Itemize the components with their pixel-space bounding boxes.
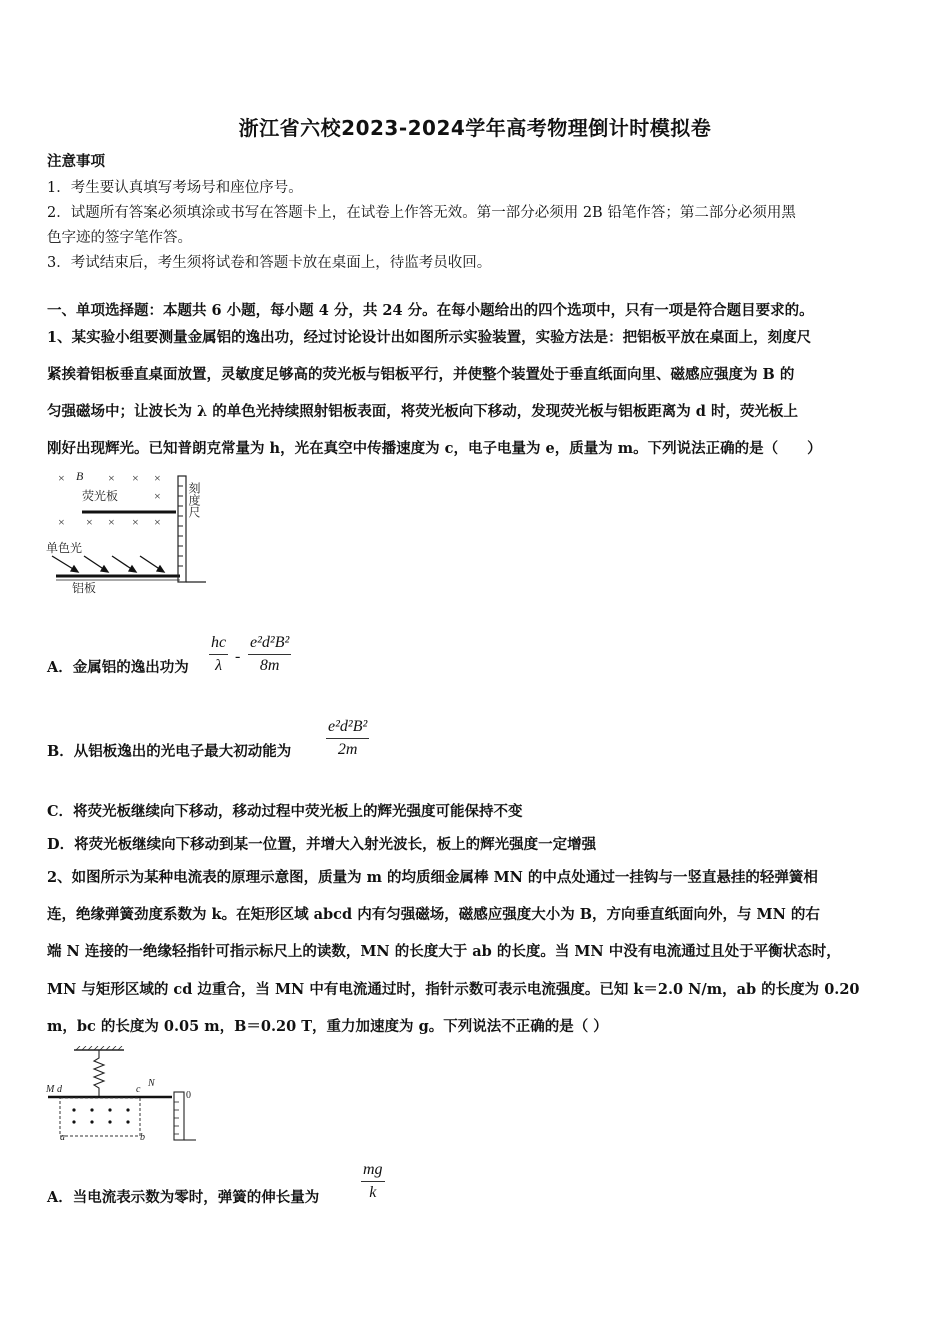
q2-option-a-numerator: mg <box>361 1161 385 1182</box>
q1-option-a-denominator-2: 8m <box>259 657 280 674</box>
question-2-line-2: 连，绝缘弹簧劲度系数为 k。在矩形区域 abcd 内有匀强磁场，磁感应强度大小为 B，方向垂直纸面向外，与 MN 的右 <box>47 906 820 923</box>
figure-label-d: d <box>57 1084 62 1095</box>
q1-option-a-fraction-2 <box>248 634 291 675</box>
figure-label-b: b <box>140 1132 145 1143</box>
spring <box>94 1050 104 1096</box>
q1-option-a-fraction-1 <box>209 634 228 675</box>
figure-label-plate: 铝板 <box>72 581 97 595</box>
q1-option-b: B．从铝板逸出的光电子最大初动能为 <box>47 743 292 760</box>
notice-heading: 注意事项 <box>47 153 105 170</box>
question-2-line-1: 2、如图所示为某种电流表的原理示意图，质量为 m 的均质细金属棒 MN 的中点处通过一挂钩与一竖直悬挂的轻弹簧相 <box>47 869 818 886</box>
question-2-line-3: 端 N 连接的一绝缘轻指针可指示标尺上的读数，MN 的长度大于 ab 的长度。当 MN 中没有电流通过且处于平衡状态时， <box>47 943 841 960</box>
q1-option-a: A．金属铝的逸出功为 <box>47 659 189 676</box>
scale-ticks <box>174 1102 179 1134</box>
ruler-ticks <box>178 486 183 566</box>
light-rays <box>52 556 164 572</box>
q2-option-a: A．当电流表示数为零时，弹簧的伸长量为 <box>47 1189 320 1206</box>
figure-label-c: c <box>136 1084 141 1095</box>
notice-item-1: 1．考生要认真填写考场号和座位序号。 <box>47 180 303 196</box>
figure-cross: × <box>132 515 139 529</box>
figure-cross: × <box>154 515 161 529</box>
ammeter-principle-figure <box>44 1046 204 1144</box>
figure-cross: × <box>154 471 161 485</box>
q2-option-a-denominator: k <box>369 1184 377 1201</box>
question-1-line-4: 刚好出现辉光。已知普朗克常量为 h，光在真空中传播速度为 c，电子电量为 e，质量为 m。下列说法正确的是（ ） <box>47 440 822 457</box>
q2-option-a-fraction <box>361 1161 385 1202</box>
notice-item-3: 3．考试结束后，考生须将试卷和答题卡放在桌面上，待监考员收回。 <box>47 255 492 271</box>
figure-label-ruler: 刻度尺 <box>187 482 201 518</box>
figure-cross: × <box>108 471 115 485</box>
figure-cross: × <box>58 471 65 485</box>
page-title: 浙江省六校2023-2024学年高考物理倒计时模拟卷 <box>238 116 712 140</box>
scale <box>174 1092 184 1140</box>
photoelectric-apparatus-figure <box>46 466 226 598</box>
question-1-line-1: 1、某实验小组要测量金属铝的逸出功，经过讨论设计出如图所示实验装置，实验方法是：把铝板平放在桌面上，刻度尺 <box>47 329 812 346</box>
q1-option-a-minus: - <box>235 648 241 665</box>
notice-item-2-line-2: 色字迹的签字笔作答。 <box>47 230 192 246</box>
q1-option-d: D．将荧光板继续向下移动到某一位置，并增大入射光波长，板上的辉光强度一定增强 <box>47 836 597 853</box>
figure-cross: × <box>132 471 139 485</box>
figure-label-screen: 荧光板 <box>82 489 119 503</box>
figure-label-a: a <box>60 1132 65 1143</box>
figure-cross: × <box>86 515 93 529</box>
figure-cross: × <box>58 515 65 529</box>
q1-option-a-denominator-1: λ <box>215 657 223 674</box>
q1-option-c: C．将荧光板继续向下移动，移动过程中荧光板上的辉光强度可能保持不变 <box>47 803 523 820</box>
section-heading: 一、单项选择题：本题共 6 小题，每小题 4 分，共 24 分。在每小题给出的四个选项中，只有一项是符合题目要求的。 <box>47 302 814 319</box>
q1-option-a-numerator-1: hc <box>209 634 228 655</box>
figure-label-light: 单色光 <box>46 541 83 555</box>
figure-cross: × <box>154 489 161 503</box>
notice-item-2-line-1: 2．试题所有答案必须填涂或书写在答题卡上，在试卷上作答无效。第一部分必须用 2B 铅笔作答；第二部分必须用黑 <box>47 205 796 221</box>
figure-label-m: M <box>46 1084 55 1095</box>
question-1-line-2: 紧挨着铝板垂直桌面放置，灵敏度足够高的荧光板与铝板平行，并使整个装置处于垂直纸面向里、磁感应强度为 B 的 <box>47 366 795 383</box>
scale-zero-label: 0 <box>186 1090 191 1101</box>
figure-label-n: N <box>148 1078 155 1089</box>
question-1-line-3: 匀强磁场中；让波长为 λ 的单色光持续照射铝板表面，将荧光板向下移动，发现荧光板与铝板距离为 d 时，荧光板上 <box>47 403 798 420</box>
q1-option-b-numerator: e²d²B² <box>326 718 369 739</box>
magnetic-field-region <box>60 1098 140 1136</box>
q1-option-b-denominator: 2m <box>337 741 358 758</box>
question-2-line-5: m，bc 的长度为 0.05 m，B＝0.20 T，重力加速度为 g。下列说法不正确的是（ ） <box>47 1018 608 1035</box>
field-dots <box>72 1108 129 1123</box>
q1-option-b-fraction <box>326 718 369 759</box>
figure-cross: × <box>108 515 115 529</box>
figure-label-b: B <box>76 469 84 483</box>
question-2-line-4: MN 与矩形区域的 cd 边重合，当 MN 中有电流通过时，指针示数可表示电流强度。已知 k＝2.0 N/m，ab 的长度为 0.20 <box>47 981 860 998</box>
q1-option-a-numerator-2: e²d²B² <box>248 634 291 655</box>
